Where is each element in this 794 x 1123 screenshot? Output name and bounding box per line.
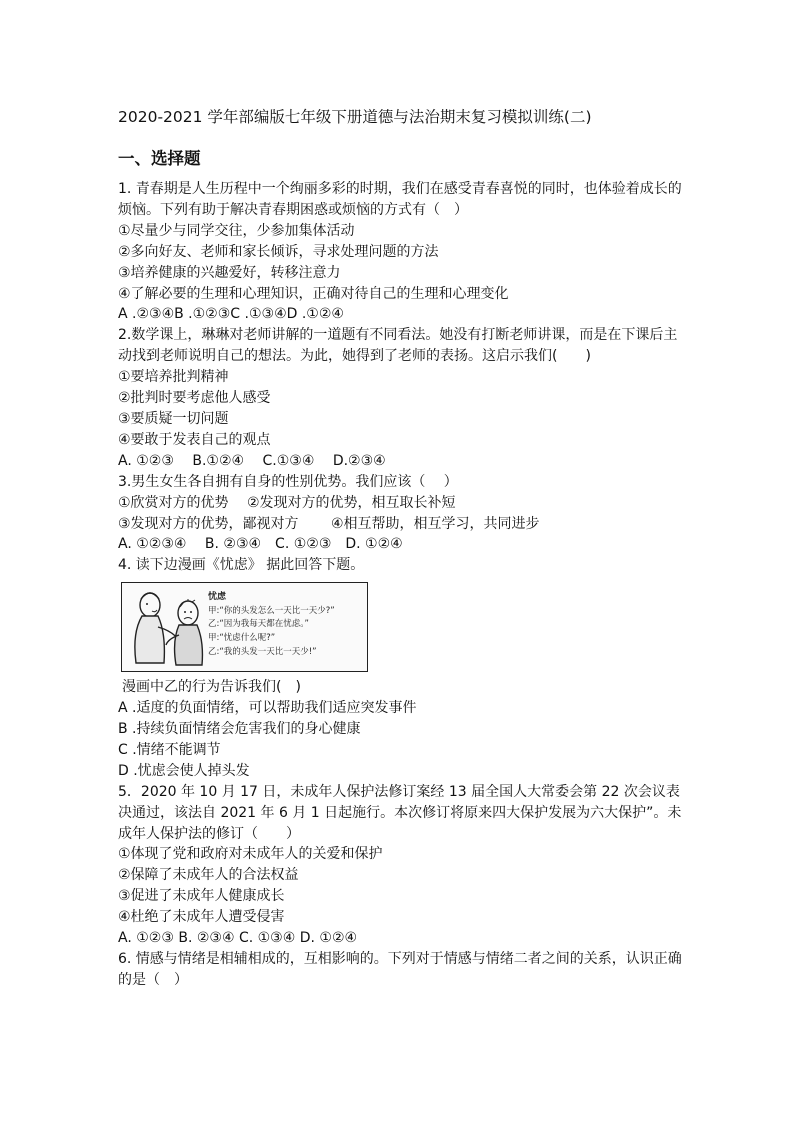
- option-item: A .适度的负面情绪，可以帮助我们适应突发事件: [118, 700, 417, 717]
- cartoon-line: 乙:“因为我每天都在忧虑。”: [208, 619, 309, 630]
- option-item: ③发现对方的优势，鄙视对方 ④相互帮助，相互学习，共同进步: [118, 515, 540, 532]
- question-3: [118, 472, 684, 556]
- option-item: ①尽量少与同学交往，少参加集体活动: [118, 222, 355, 239]
- option-item: B .持续负面情绪会危害我们的身心健康: [118, 721, 361, 738]
- answer-choices: A. ①②③④ B. ②③④ C. ①②③ D. ①②④: [118, 536, 403, 553]
- question-stem: 2.数学课上，琳琳对老师讲解的一道题有不同看法。她没有打断老师讲课，而是在下课后主动找到老师说明自己的想法。为此，她得到了老师的表扬。这启示我们( ): [118, 327, 678, 365]
- option-item: ①体现了党和政府对未成年人的关爱和保护: [118, 846, 383, 863]
- question-stem: 4. 读下边漫画《忧虑》 据此回答下题。: [118, 557, 365, 574]
- question-stem: 3.男生女生各自拥有自身的性别优势。我们应该（ ）: [118, 473, 458, 490]
- option-item: ④要敢于发表自己的观点: [118, 431, 271, 448]
- option-item: D .忧虑会使人掉头发: [118, 762, 250, 779]
- section-heading: 一、选择题: [118, 149, 201, 168]
- answer-choices: A. ①②③ B. ②③④ C. ①③④ D. ①②④: [118, 930, 358, 947]
- cartoon-line: 甲:“忧虑什么呢?”: [208, 633, 276, 643]
- question-prompt: 漫画中乙的行为告诉我们( ): [122, 679, 301, 696]
- question-6: [118, 949, 684, 991]
- question-1: [118, 179, 684, 325]
- option-item: ①要培养批判精神: [118, 369, 229, 386]
- cartoon-line: 甲:“你的头发怎么一天比一天少?”: [208, 605, 335, 616]
- cartoon-caption: [208, 591, 335, 659]
- option-item: ①欣赏对方的优势 ②发现对方的优势，相互取长补短: [118, 494, 456, 511]
- cartoon-line: 乙:“我的头发一天比一天少!”: [208, 646, 317, 657]
- question-list: [118, 179, 684, 991]
- question-4: [118, 555, 684, 781]
- option-item: ②保障了未成年人的合法权益: [118, 867, 299, 884]
- cartoon-title: 忧虑: [208, 592, 227, 603]
- option-item: ④杜绝了未成年人遭受侵害: [118, 909, 285, 926]
- option-item: ②批判时要考虑他人感受: [118, 390, 271, 407]
- question-2: [118, 325, 684, 471]
- cartoon-image: [121, 582, 368, 672]
- answer-choices: A .②③④B .①②③C .①③④D .①②④: [118, 306, 344, 323]
- option-item: ②多向好友、老师和家长倾诉，寻求处理问题的方法: [118, 243, 439, 260]
- question-stem: 6. 情感与情绪是相辅相成的，互相影响的。下列对于情感与情绪二者之间的关系，认识正确的是（ ）: [118, 951, 682, 988]
- option-item: C .情绪不能调节: [118, 741, 221, 758]
- option-item: ③要质疑一切问题: [118, 410, 229, 427]
- option-item: ③培养健康的兴趣爱好，转移注意力: [118, 264, 341, 281]
- question-stem: 5．2020 年 10 月 17 日，未成年人保护法修订案经 13 届全国人大常委会第 22 次会议表决通过，该法自 2021 年 6 月 1 日起施行。本次修订将原来四大保护发展为六大保护”。未成年人保护法的修订（ ）: [118, 783, 682, 842]
- question-stem: 1. 青春期是人生历程中一个绚丽多彩的时期，我们在感受青春喜悦的同时，也体验着成长的烦恼。下列有助于解决青春期困惑或烦恼的方式有（ ）: [118, 181, 682, 218]
- answer-choices: A. ①②③ B.①②④ C.①③④ D.②③④: [118, 452, 386, 469]
- question-5: [118, 782, 684, 949]
- document-title: 2020-2021 学年部编版七年级下册道德与法治期末复习模拟训练(二): [118, 108, 592, 126]
- option-item: ③促进了未成年人健康成长: [118, 888, 285, 905]
- option-item: ④了解必要的生理和心理知识，正确对待自己的生理和心理变化: [118, 285, 509, 302]
